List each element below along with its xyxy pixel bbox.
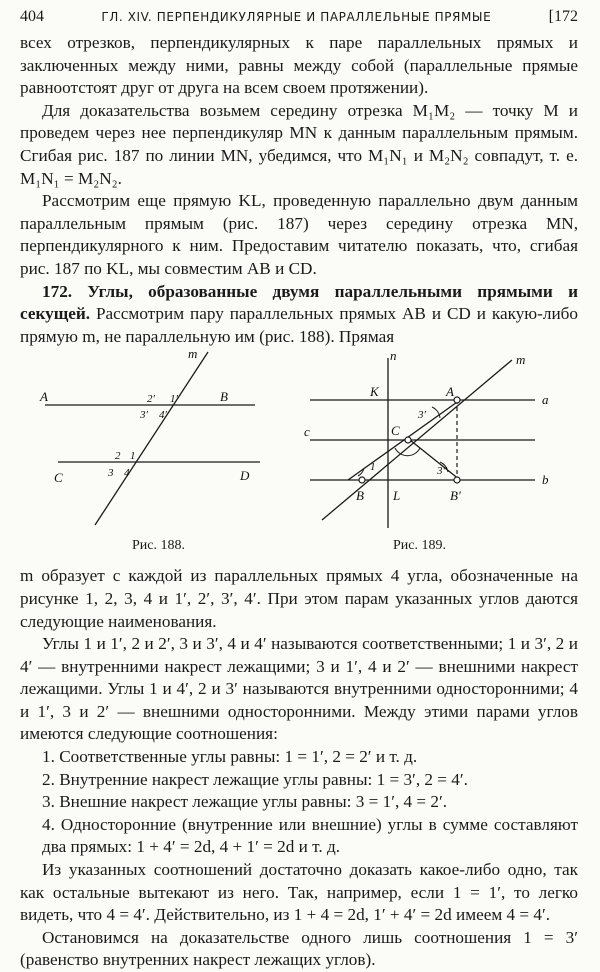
figure-189-drawing	[290, 350, 578, 540]
fig189-angle-3pp: 3″	[437, 465, 448, 478]
section-text: Рассмотрим пару параллельных прямых AB и CD и какую-либо прямую m, не параллельную им (рис. 188). Прямая	[20, 304, 578, 346]
paragraph: всех отрезков, перпендикулярных к паре параллельных прямых и заключенных между ними, равны между собой (параллельные прямые равноотстоят друг от друга на всем своем протяжении).	[20, 33, 578, 98]
page-number: 404	[20, 8, 44, 25]
fig188-angle-2: 2	[115, 450, 121, 463]
fig189-label-C: C	[391, 423, 400, 439]
fig189-label-A: A	[446, 384, 454, 400]
section-title: 172. Углы, образованные двумя параллельными прямыми и секущей.	[20, 281, 578, 324]
body-text-bottom	[20, 859, 578, 972]
paragraph: Углы 1 и 1′, 2 и 2′, 3 и 3′, 4 и 4′ называются соответственными; 1 и 3′, 2 и 4′ — внутренними накрест лежащими; 3 и 1′, 4 и 2′ — внешними накрест лежащими. Углы 1 и 4′, 2 и 3′ называются внутренними односторонними; 4 и 1′, 3 и 2′ — внешними односторонними. Между этими парами углов имеются следующие соотношения:	[20, 634, 578, 744]
fig188-angle-2p: 2′	[147, 393, 155, 406]
fig188-angle-3: 3	[108, 467, 114, 480]
figure-188	[20, 350, 290, 565]
fig189-label-c: c	[304, 424, 310, 440]
fig188-angle-3p: 3′	[140, 409, 148, 422]
paragraph: Из указанных соотношений достаточно доказать какое-либо одно, так как остальные вытекают из него. Так, например, если 1 = 1′, то легко видеть, что 4 = 4′. Действительно, из 1 + 4 = 2d, 1′ + 4′ = 2d имеем 4 = 4′.	[20, 860, 578, 925]
paragraph: m образует с каждой из параллельных прямых 4 угла, обозначенные на рисунке 1, 2, 3, 4 и 1′, 2′, 3′, 4′. При этом парам указанных углов даются следующие наименования.	[20, 566, 578, 631]
list-item: 1. Соответственные углы равны: 1 = 1′, 2 = 2′ и т. д.	[42, 747, 418, 767]
fig188-angle-4: 4	[124, 467, 130, 480]
fig189-label-B: B	[356, 488, 364, 504]
body-text-top	[20, 32, 578, 348]
figure-189	[290, 350, 578, 565]
figure-188-caption: Рис. 188.	[132, 538, 185, 554]
figure-188-drawing	[20, 350, 290, 540]
fig189-label-a: a	[542, 392, 549, 408]
fig189-label-m: m	[516, 352, 526, 368]
running-title: ГЛ. XIV. ПЕРПЕНДИКУЛЯРНЫЕ И ПАРАЛЛЕЛЬНЫЕ ПРЯМЫЕ	[101, 10, 492, 24]
fig189-angle-3p: 3′	[418, 409, 426, 422]
fig189-angle-1: 1	[370, 461, 376, 474]
fig188-angle-1: 1	[130, 450, 136, 463]
fig188-label-A: A	[40, 389, 48, 405]
fig188-angle-1p: 1′	[170, 393, 178, 406]
paragraph: Рассмотрим еще прямую KL, проведенную параллельно двум данным параллельным прямым (рис. 187) через середину отрезка MN, перпендикулярного к ним. Предоставим читателю показать, что, сгибая рис. 187 по KL, мы совместим AB и CD.	[20, 191, 578, 278]
paragraph: Остановимся на доказательстве одного лишь соотношения 1 = 3′ (равенство внутренних накрест лежащих углов).	[20, 927, 578, 970]
running-header	[20, 8, 578, 32]
list-item: 4. Односторонние (внутренние или внешние) углы в сумме составляют два прямых: 1 + 4′ = 2d, 4 + 1′ = 2d и т. д.	[42, 814, 578, 857]
section-marker: [172	[548, 8, 578, 25]
fig189-label-Bp: B′	[450, 488, 461, 504]
body-text-mid	[20, 565, 578, 746]
section-paragraph	[20, 281, 578, 349]
fig188-label-D: D	[240, 468, 250, 484]
fig189-label-K: K	[370, 384, 379, 400]
figures-row	[20, 350, 578, 565]
fig189-label-n: n	[390, 350, 397, 364]
list-item: 2. Внутренние накрест лежащие углы равны: 1 = 3′, 2 = 4′.	[42, 769, 468, 789]
fig188-angle-4p: 4′	[159, 409, 167, 422]
fig188-label-m: m	[188, 350, 198, 362]
list-item: 3. Внешние накрест лежащие углы равны: 3 = 1′, 4 = 2′.	[42, 792, 448, 812]
paragraph: Для доказательства возьмем середину отрезка M₁M₂ — точку M и проведем через нее перпендикуляр MN к данным параллельным прямым. Сгибая рис. 187 по линии MN, убедимся, что M₁N₁ и M₂N₂ совпадут, т. е. M₁N₁ = M₂N₂.	[20, 100, 578, 188]
relations-list	[20, 746, 578, 859]
fig189-label-b: b	[542, 472, 549, 488]
fig188-label-B: B	[220, 389, 228, 405]
figure-189-caption: Рис. 189.	[393, 538, 446, 554]
fig189-label-L: L	[393, 488, 401, 504]
fig188-label-C: C	[54, 470, 63, 486]
